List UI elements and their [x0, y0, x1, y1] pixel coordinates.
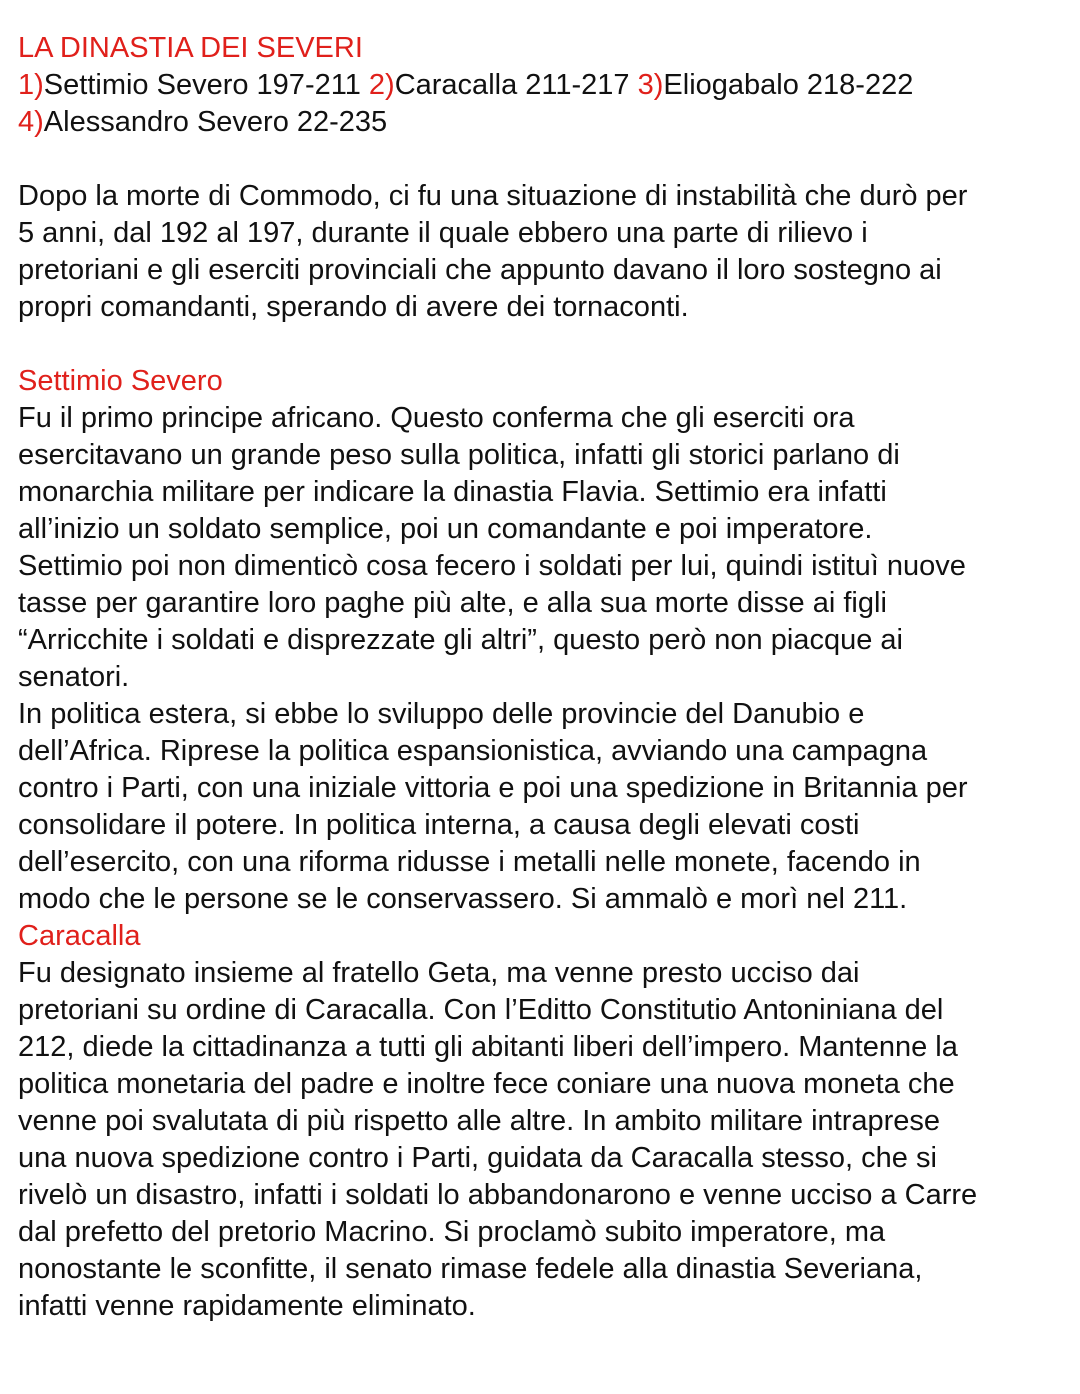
emperor-entry: Eliogabalo 218-222: [663, 69, 914, 101]
text-line: esercitavano un grande peso sulla politica, infatti gli storici parlano di: [18, 439, 900, 471]
emperor-number: 2): [368, 69, 395, 101]
text-line: modo che le persone se le conservassero. Si ammalò e morì nel 211.: [18, 883, 908, 915]
section-caracalla: [18, 918, 1068, 1325]
emperor-entry: Caracalla 211-217: [394, 69, 630, 101]
emperor-list-line-1: [18, 67, 1068, 104]
emperor-list-line-2: [18, 104, 1068, 141]
text-line: nonostante le sconfitte, il senato rimase fedele alla dinastia Severiana,: [18, 1253, 923, 1285]
section-heading: Caracalla: [18, 920, 141, 952]
text-line: propri comandanti, sperando di avere dei tornaconti.: [18, 291, 689, 323]
text-line: pretoriani e gli eserciti provinciali che appunto davano il loro sostegno ai: [18, 254, 942, 286]
text-line: una nuova spedizione contro i Parti, guidata da Caracalla stesso, che si: [18, 1142, 937, 1174]
text-line: contro i Parti, con una iniziale vittoria e poi una spedizione in Britannia per: [18, 772, 968, 804]
text-line: In politica estera, si ebbe lo sviluppo delle provincie del Danubio e: [18, 698, 865, 730]
text-line: Fu il primo principe africano. Questo conferma che gli eserciti ora: [18, 402, 855, 434]
text-line: Settimio poi non dimenticò cosa fecero i soldati per lui, quindi istituì nuove: [18, 550, 966, 582]
document-page: [18, 30, 1068, 1325]
text-line: 212, diede la cittadinanza a tutti gli abitanti liberi dell’impero. Mantenne la: [18, 1031, 958, 1063]
text-line: rivelò un disastro, infatti i soldati lo abbandonarono e venne ucciso a Carre: [18, 1179, 978, 1211]
emperor-number: 1): [18, 69, 44, 101]
emperor-list: [18, 67, 1068, 141]
intro-paragraph: [18, 178, 1068, 326]
text-line: monarchia militare per indicare la dinastia Flavia. Settimio era infatti: [18, 476, 887, 508]
text-line: politica monetaria del padre e inoltre fece coniare una nuova moneta che: [18, 1068, 955, 1100]
section-settimio-severo: [18, 363, 1068, 918]
emperor-entry: Alessandro Severo 22-235: [43, 106, 388, 138]
text-line: dell’Africa. Riprese la politica espansionistica, avviando una campagna: [18, 735, 928, 767]
emperor-number: 4): [18, 106, 44, 138]
section-heading: Settimio Severo: [18, 365, 223, 397]
emperor-entry: Settimio Severo 197-211: [43, 69, 361, 101]
text-line: senatori.: [18, 661, 130, 693]
text-line: 5 anni, dal 192 al 197, durante il quale ebbero una parte di rilievo i: [18, 217, 868, 249]
text-line: dell’esercito, con una riforma ridusse i metalli nelle monete, facendo in: [18, 846, 921, 878]
text-line: consolidare il potere. In politica interna, a causa degli elevati costi: [18, 809, 860, 841]
text-line: Fu designato insieme al fratello Geta, ma venne presto ucciso dai: [18, 957, 860, 989]
text-line: pretoriani su ordine di Caracalla. Con l’Editto Constitutio Antoniniana del: [18, 994, 944, 1026]
text-line: infatti venne rapidamente eliminato.: [18, 1290, 476, 1322]
text-line: venne poi svalutata di più rispetto alle altre. In ambito militare intraprese: [18, 1105, 941, 1137]
text-line: “Arricchite i soldati e disprezzate gli altri”, questo però non piacque ai: [18, 624, 903, 656]
text-line: Dopo la morte di Commodo, ci fu una situazione di instabilità che durò per: [18, 180, 968, 212]
emperor-number: 3): [637, 69, 664, 101]
document-title: LA DINASTIA DEI SEVERI: [18, 32, 363, 64]
spacer: [18, 141, 1068, 178]
text-line: tasse per garantire loro paghe più alte, e alla sua morte disse ai figli: [18, 587, 887, 619]
text-line: all’inizio un soldato semplice, poi un comandante e poi imperatore.: [18, 513, 873, 545]
spacer: [18, 326, 1068, 363]
text-line: dal prefetto del pretorio Macrino. Si proclamò subito imperatore, ma: [18, 1216, 886, 1248]
